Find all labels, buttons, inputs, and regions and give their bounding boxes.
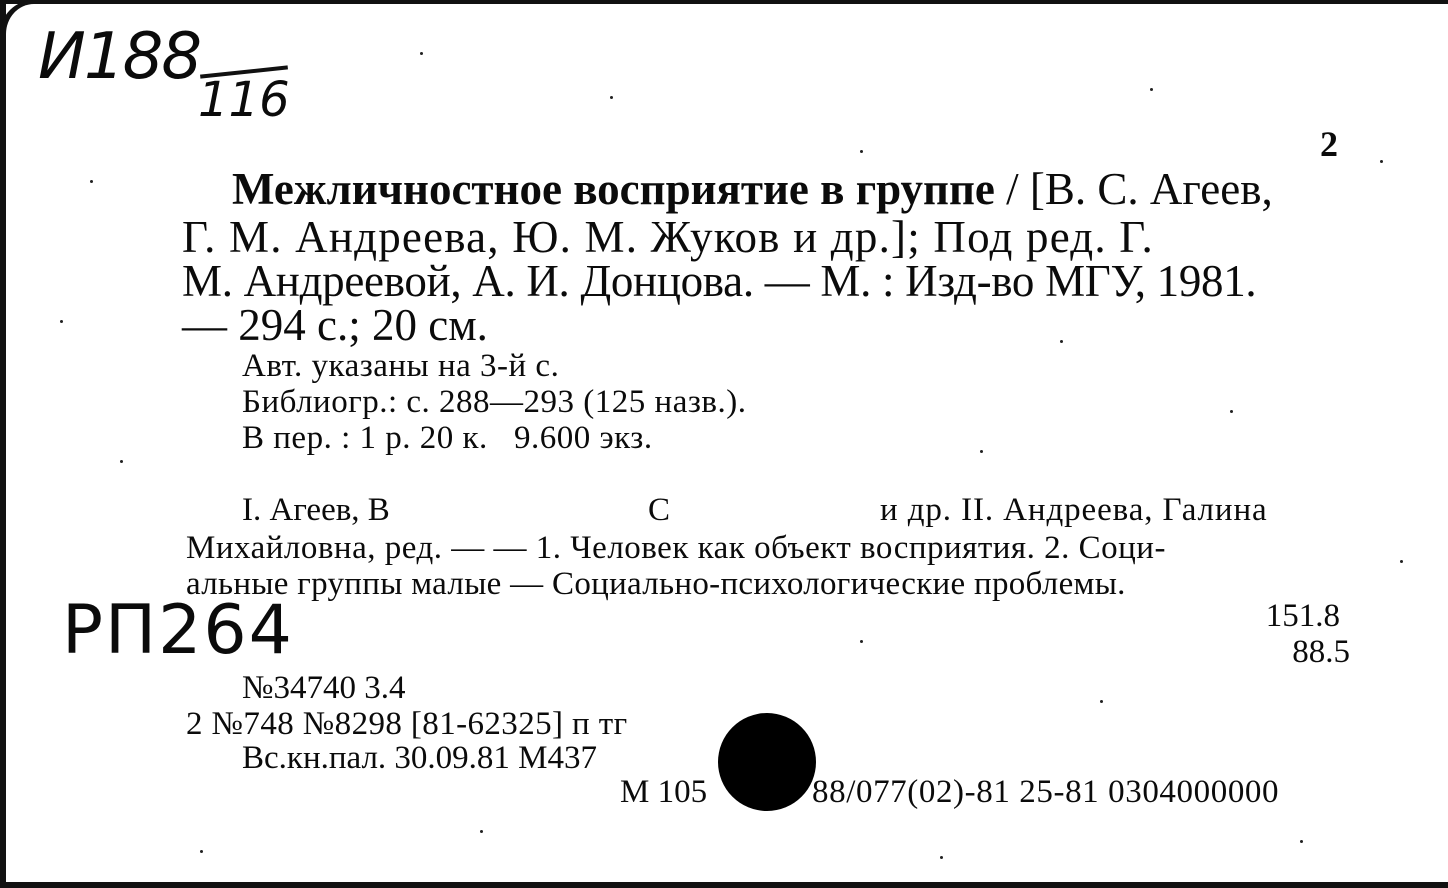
speckle: [1100, 700, 1103, 703]
speckle: [860, 150, 863, 153]
speckle: [1300, 840, 1303, 843]
card-border-bottom: [0, 882, 1448, 888]
ink-blot: [718, 713, 816, 811]
tracing-line-1b: С: [648, 492, 671, 528]
card-number: 2: [1320, 124, 1338, 164]
footer-line-3: Вс.кн.пал. 30.09.81 М437: [242, 740, 598, 776]
tracing-line-1a: I. Агеев, В: [242, 492, 390, 528]
speckle: [1230, 410, 1233, 413]
description-line-2: Г. М. Андреева, Ю. М. Жуков и др.]; Под ред. Г.: [182, 212, 1154, 262]
footer-line-1: №34740 3.4: [242, 670, 406, 706]
shelfmark: [38, 22, 200, 92]
speckle: [480, 830, 483, 833]
card-border-top: [0, 0, 1448, 4]
speckle: [90, 180, 93, 183]
title-proper: Межличностное восприятие в группе: [232, 164, 995, 214]
speckle: [1380, 160, 1383, 163]
shelfmark-main: И188: [38, 20, 201, 94]
tracing-line-1c: и др. II. Андреева, Галина: [880, 492, 1268, 528]
speckle: [610, 96, 613, 99]
speckle: [1150, 88, 1153, 91]
speckle: [60, 320, 63, 323]
shelfmark-sub: 116: [198, 72, 290, 128]
card-border-left: [0, 0, 6, 888]
speckle: [1060, 340, 1063, 343]
description-line-3: М. Андреевой, А. И. Донцова. — М. : Изд-во МГУ, 1981.: [182, 256, 1257, 306]
speckle: [980, 450, 983, 453]
speckle: [1400, 560, 1403, 563]
note-bibliography: Библиогр.: с. 288—293 (125 назв.).: [242, 384, 747, 420]
classification-2: 88.5: [1292, 634, 1350, 670]
speckle: [420, 52, 423, 55]
note-binding-price: В пер. : 1 р. 20 к. 9.600 экз.: [242, 420, 653, 456]
description-line-1: [232, 166, 1273, 213]
speckle: [940, 856, 943, 859]
tracing-line-2: Михайловна, ред. — — 1. Человек как объект восприятия. 2. Соци-: [186, 530, 1166, 566]
footer-line-4a: М 105: [620, 774, 708, 810]
footer-line-4b: 88/077(02)-81 25-81 0304000000: [812, 774, 1280, 810]
classification-1: 151.8: [1265, 598, 1340, 634]
tracing-line-3: альные группы малые — Социально-психологические проблемы.: [186, 566, 1126, 602]
handwritten-code: РП264: [62, 591, 294, 670]
footer-line-2: 2 №748 №8298 [81-62325] п тг: [186, 706, 628, 742]
note-authors: Авт. указаны на 3-й с.: [242, 348, 560, 384]
speckle: [860, 640, 863, 643]
speckle: [120, 460, 123, 463]
description-line-4: — 294 с.; 20 см.: [182, 300, 488, 350]
speckle: [200, 850, 203, 853]
responsibility-start: / [В. С. Агеев,: [994, 164, 1273, 214]
